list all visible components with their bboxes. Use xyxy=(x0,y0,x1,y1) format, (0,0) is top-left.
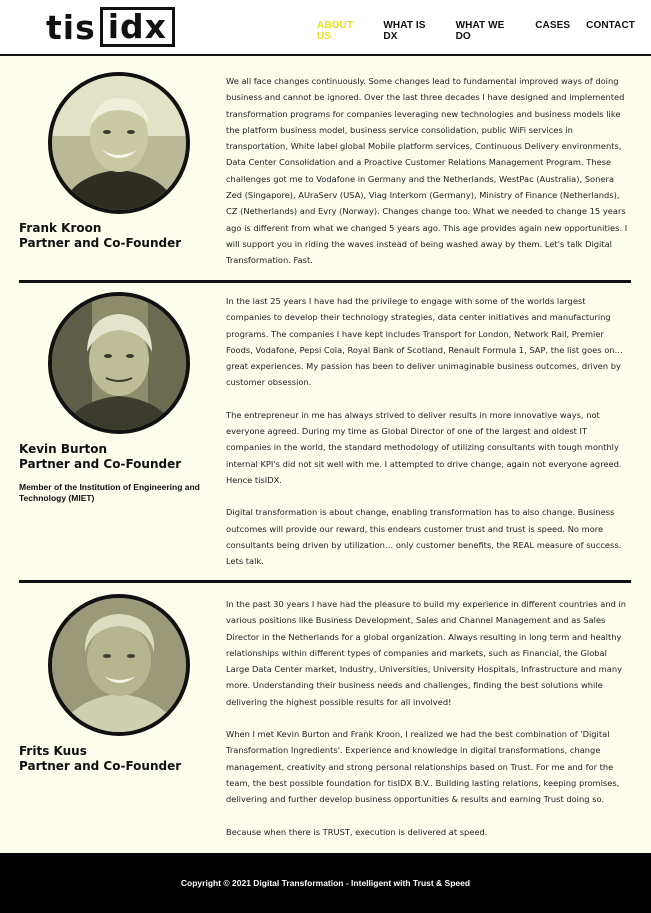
logo-text-idx: idx xyxy=(100,7,175,47)
site-footer xyxy=(0,853,651,913)
person-role: Partner and Co-Founder xyxy=(19,457,182,471)
person-name: Kevin Burton xyxy=(19,442,108,456)
section-divider xyxy=(19,280,631,283)
bio-paragraph: When I met Kevin Burton and Frank Kroon, I realized we had the best combination of 'Digital Transformation Ingredients'. Experience and knowledge in digital transformations, change management, creativity and strong personal relationships based on Trust. For me and for the team, the best possible foundation for tisIDX B.V.. Building lasting relations, keeping promises, delivering and further develop business opportunities & results and earning Trust doing so. xyxy=(226,729,620,805)
nav-cases[interactable]: CASES xyxy=(535,20,571,31)
nav-what-we-do[interactable]: WHAT WE DO xyxy=(455,20,505,42)
person-name-kevin-burton xyxy=(19,442,181,472)
portrait-photo-icon xyxy=(52,296,186,430)
avatar-kevin-burton xyxy=(48,292,190,434)
person-role: Partner and Co-Founder xyxy=(19,236,182,250)
bio-frits-kuus xyxy=(226,596,631,856)
bio-paragraph: In the last 25 years I have had the privilege to engage with some of the worlds largest companies to develop their technology strategies, data center initiatives and manufacturing programs. The companies I have kept includes Transport for London, Network Rail, Premier Foods, Vodafone, Pepsi Cola, Royal Bank of Scotland, Renault Formula 1, SAP, the list goes on… great experiences. My passion has been to deliver unimaginable business outcomes, driven by customer obsession. xyxy=(226,296,623,388)
bio-paragraph: The entrepreneur in me has always strived to deliver results in more innovative ways, not everyone agreed. During my time as Global Director of one of the largest and oldest IT companies in the world, the standard methodology of utilizing consultants with tough monthly internal KPI's did not sit well with me. I attempted to drive change, again not everyone agreed. Hence tisIDX. xyxy=(226,409,622,485)
logo-text-tis: tis xyxy=(46,7,96,47)
site-header xyxy=(0,0,651,56)
avatar-frank-kroon xyxy=(48,72,190,214)
portrait-photo-icon xyxy=(52,598,186,732)
person-name: Frank Kroon xyxy=(19,221,102,235)
section-divider xyxy=(19,580,631,583)
site-logo[interactable] xyxy=(46,7,175,47)
bio-paragraph: In the past 30 years I have had the pleasure to build my experience in different countries and in various positions like Business Development, Sales and Channel Management and as Sales Director in the Netherlands for a global organization. Always resulting in long term and healthy relationships within different types of companies and markets, such as Financial, the Global Large Data Center market, Industry, Universities, University Hospitals, Infrastructure and many more. Understanding their business needs and challenges, finding the best solutions while delivering the highest possible results for all involved! xyxy=(226,599,627,707)
nav-what-is-dx[interactable]: WHAT IS DX xyxy=(383,20,426,42)
person-name: Frits Kuus xyxy=(19,744,87,758)
footer-copyright: Copyright © 2021 Digital Transformation - Intelligent with Trust & Speed xyxy=(180,878,471,888)
bio-paragraph: We all face changes continuously. Some changes lead to fundamental improved ways of doing business and cannot be ignored. Over the last three decades I have designed and implemented transformation programs for companies leveraging new technologies and business models like the platform business model, business service consolidation, public WiFi services in transportation, White label global Mobile platform services, Continuous Delivery environments, Data Center Consolidation and a Proactive Customer Relations Management Program. These challenges got me to Vodafone in Germany and the Netherlands, WestPac (Australia), Sonera Zed (Singapore), AUraServ (USA), Viag Interkom (Germany), Ministry of Finance (Netherlands), CZ (Netherlands) and Evry (Norway). Changes change too. What we needed to change 15 years ago is different from what we changed 5 years ago. This age provides again new opportunities. I will support you in riding the waves instead of being washed away by them. Let's talk Digital Transformation. Fast. xyxy=(226,76,628,266)
person-name-frank-kroon xyxy=(19,221,181,251)
membership-note: Member of the Institution of Engineering and Technology (MIET) xyxy=(19,482,200,503)
bio-paragraph: Digital transformation is about change, enabling transformation has to also change. Business outcomes will provide our reward, this endears customer trust and trust is speed. No more consultants being driven by utilization… only customer benefits, the REAL measure of success. Lets talk. xyxy=(226,507,622,567)
bio-paragraph: Because when there is TRUST, execution is delivered at speed. xyxy=(226,826,488,837)
portrait-photo-icon xyxy=(52,76,186,210)
nav-about-us[interactable]: ABOUT US xyxy=(317,20,354,42)
main-nav xyxy=(317,20,651,42)
nav-contact[interactable]: CONTACT xyxy=(586,20,635,31)
person-role: Partner and Co-Founder xyxy=(19,759,182,773)
bio-frank-kroon xyxy=(226,73,631,285)
avatar-frits-kuus xyxy=(48,594,190,736)
person-name-frits-kuus xyxy=(19,744,181,774)
bio-kevin-burton xyxy=(226,293,631,585)
